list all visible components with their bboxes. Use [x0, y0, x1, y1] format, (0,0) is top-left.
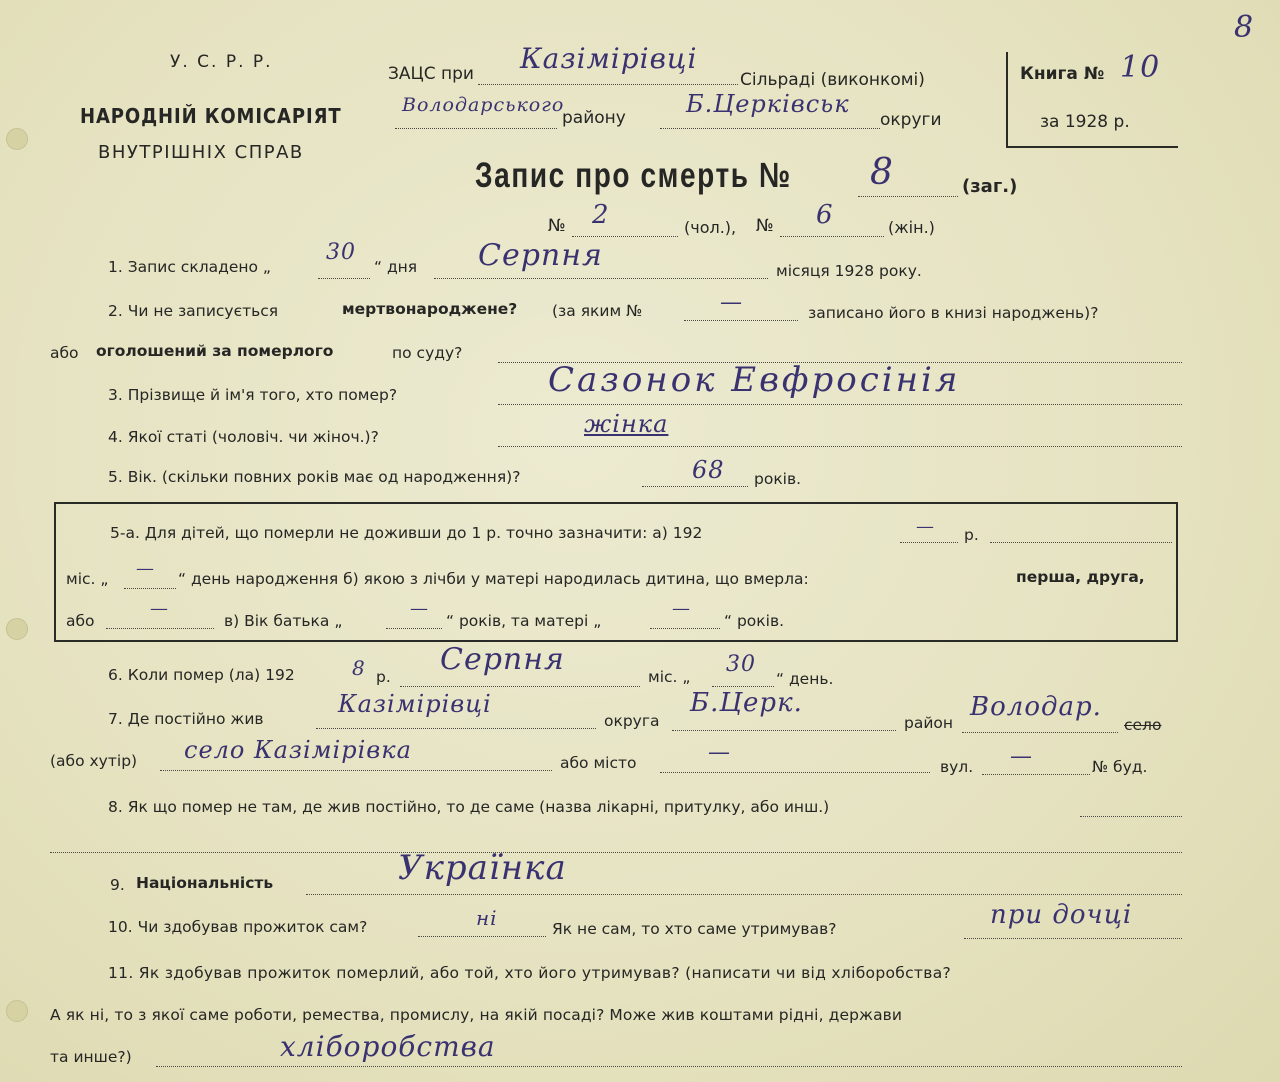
- q5a-line3-suffix: “ років.: [724, 612, 785, 630]
- punch-hole: [6, 128, 28, 150]
- q11-line2: А як ні, то з якої саме роботи, ремества, промислу, на якій посаді? Може жив коштами рідні, держави: [50, 1006, 903, 1024]
- father-age-dots: [386, 628, 442, 629]
- q7-misto-line: [660, 772, 930, 773]
- q7-line1: [316, 728, 596, 729]
- q5a-line2-prefix: міс. „: [66, 570, 109, 588]
- q7-bud: № буд.: [1092, 758, 1148, 776]
- q3-label: 3. Прізвище й ім'я того, хто помер?: [108, 386, 398, 404]
- okrug-label: округи: [880, 110, 942, 130]
- q10-line2: [964, 938, 1182, 939]
- q1-month-line: [434, 278, 768, 279]
- male-line: [572, 236, 678, 237]
- mother-age-dots: [650, 628, 720, 629]
- q2-line2-bold: оголошений за померлого: [96, 342, 334, 360]
- q5a-line3-mid: в) Вік батька „: [224, 612, 343, 630]
- father-age: —: [410, 598, 429, 619]
- record-title: Запис про смерть №: [475, 156, 792, 195]
- q4-value: жінка: [584, 410, 669, 438]
- header-internal-affairs: ВНУТРІШНІХ СПРАВ: [98, 142, 304, 163]
- q8-line1: [1080, 816, 1182, 817]
- q9-value: Українка: [398, 848, 567, 888]
- record-number: 8: [870, 152, 894, 193]
- q7-misto-value: —: [708, 740, 731, 765]
- q4-line: [498, 446, 1182, 447]
- q7-line2: [160, 770, 552, 771]
- q6-prefix: 6. Коли помер (ла) 192: [108, 666, 295, 684]
- q5-suffix: років.: [754, 470, 802, 488]
- mother-age: —: [672, 598, 691, 619]
- q6-month-line: [400, 686, 640, 687]
- q2-line2-suffix: по суду?: [392, 344, 463, 362]
- q2-mid: (за яким №: [552, 302, 643, 320]
- q7-vul-value: —: [1010, 744, 1033, 769]
- q1-month: Серпня: [478, 238, 603, 273]
- q6-day: 30: [726, 652, 756, 677]
- q5a-line1-dots: [900, 542, 958, 543]
- zags-value: Казімірівці: [520, 42, 698, 75]
- q5a-line3-mid2: “ років, та матері „: [446, 612, 602, 630]
- q8-label: 8. Як що помер не там, де жив постійно, то де саме (назва лікарні, притулку, або инш.): [108, 798, 830, 816]
- q10-value2: при дочці: [990, 900, 1133, 930]
- q5a-line3-value: —: [150, 598, 169, 619]
- district-label: району: [562, 108, 626, 128]
- male-number: 2: [592, 200, 610, 230]
- q10-line1: [418, 936, 546, 937]
- q7-okrug-value: Б.Церк.: [690, 688, 803, 718]
- q7-line2-prefix: (або хутір): [50, 752, 138, 770]
- q1-suffix: місяця 1928 року.: [776, 262, 922, 280]
- q4-label: 4. Якої статі (чоловіч. чи жіноч.)?: [108, 428, 379, 446]
- zags-line: [478, 84, 738, 85]
- q1-prefix: 1. Запис складено „: [108, 258, 271, 276]
- q3-line: [498, 404, 1182, 405]
- q9-bold: Національність: [136, 874, 274, 892]
- female-line: [780, 236, 884, 237]
- q7-value1: Казімірівці: [338, 690, 492, 718]
- q1-mid: “ дня: [374, 258, 418, 276]
- q11-value: хліборобства: [280, 1030, 496, 1063]
- q2-bold: мертвонароджене?: [342, 300, 518, 318]
- q2-line2-prefix: або: [50, 344, 79, 362]
- punch-hole: [6, 618, 28, 640]
- q7-selo: село: [1124, 716, 1162, 734]
- q7-line2-value: село Казімірівка: [184, 736, 412, 764]
- q6-suffix: “ день.: [776, 670, 834, 688]
- book-number: 10: [1120, 50, 1161, 85]
- book-label: Книга №: [1020, 64, 1105, 84]
- q10-label: 10. Чи здобував прожиток сам?: [108, 918, 368, 936]
- female-no-label: №: [756, 216, 774, 236]
- q5a-line2-bold: перша, друга,: [1016, 568, 1145, 586]
- q5a-line3-dots: [106, 628, 214, 629]
- q9-line: [306, 894, 1182, 895]
- q2-prefix: 2. Чи не записується: [108, 302, 279, 320]
- q1-day: 30: [326, 240, 356, 265]
- silradi-label: Сільраді (виконкомі): [740, 70, 925, 90]
- q3-value: Сазонок Евфросінія: [548, 360, 961, 400]
- q7-raion-value: Володар.: [970, 692, 1102, 722]
- q2-value: —: [720, 290, 743, 315]
- q1-day-line: [318, 278, 370, 279]
- q2-suffix: записано його в книзі народжень)?: [808, 304, 1099, 322]
- book-year: за 1928 р.: [1040, 112, 1130, 132]
- q5a-line1: 5-а. Для дітей, що померли не доживши до 1 р. точно зазначити: а) 192: [110, 524, 703, 542]
- q2-line: [684, 320, 798, 321]
- q8-line2: [50, 852, 1182, 853]
- female-label: (жін.): [888, 218, 935, 237]
- q7-okrug-line: [672, 730, 896, 731]
- q6-year-digit: 8: [352, 656, 366, 680]
- header-commissariat: НАРОДНІЙ КОМІСАРІЯТ: [80, 104, 342, 128]
- q6-day-line: [712, 686, 774, 687]
- q5a-line1-suffix: р.: [964, 526, 979, 544]
- punch-hole: [6, 1000, 28, 1022]
- q5-line: [642, 486, 748, 487]
- q6-mid: міс. „: [648, 668, 691, 686]
- q10-value: ні: [476, 906, 498, 930]
- okrug-value: Б.Церківськ: [686, 90, 850, 118]
- q11-line3: та инше?): [50, 1048, 132, 1066]
- q5a-line1-dots2: [990, 542, 1172, 543]
- q9-label: 9.: [110, 876, 125, 894]
- male-label: (чол.),: [684, 218, 737, 237]
- q5a-line3-prefix: або: [66, 612, 95, 630]
- q5a-line2-mid: “ день народження б) якою з лічби у матері народилась дитина, що вмерла:: [178, 570, 809, 588]
- q10-mid: Як не сам, то хто саме утримував?: [552, 920, 837, 938]
- okrug-line: [660, 128, 880, 129]
- q5a-line2-value: —: [136, 558, 155, 579]
- female-number: 6: [816, 200, 834, 230]
- corner-number: 8: [1234, 10, 1255, 45]
- district-line: [395, 128, 557, 129]
- q5-label: 5. Вік. (скільки повних років має од народження)?: [108, 468, 521, 486]
- q7-misto: або місто: [560, 754, 637, 772]
- q7-okrug: округа: [604, 712, 660, 730]
- record-total-label: (заг.): [962, 176, 1018, 197]
- q11-line1: 11. Як здобував прожиток померлий, або той, хто його утримував? (написати чи від хліборобства?: [108, 964, 952, 982]
- q6-month: Серпня: [440, 642, 565, 677]
- header-ussr: У. С. Р. Р.: [170, 52, 273, 72]
- q7-raion-line: [962, 732, 1118, 733]
- q5a-line1-value: —: [916, 516, 935, 537]
- q7-prefix: 7. Де постійно жив: [108, 710, 264, 728]
- q7-vul: вул.: [940, 758, 974, 776]
- q6-year-suffix: р.: [376, 668, 391, 686]
- q5a-line2-dots: [124, 588, 176, 589]
- q11-line: [156, 1066, 1182, 1067]
- q5-value: 68: [692, 456, 725, 484]
- zags-label: ЗАЦС при: [388, 64, 474, 84]
- male-no-label: №: [548, 216, 566, 236]
- record-number-line: [858, 196, 958, 197]
- q7-vul-line: [982, 774, 1090, 775]
- district-value: Володарського: [402, 94, 565, 116]
- q7-raion: район: [904, 714, 954, 732]
